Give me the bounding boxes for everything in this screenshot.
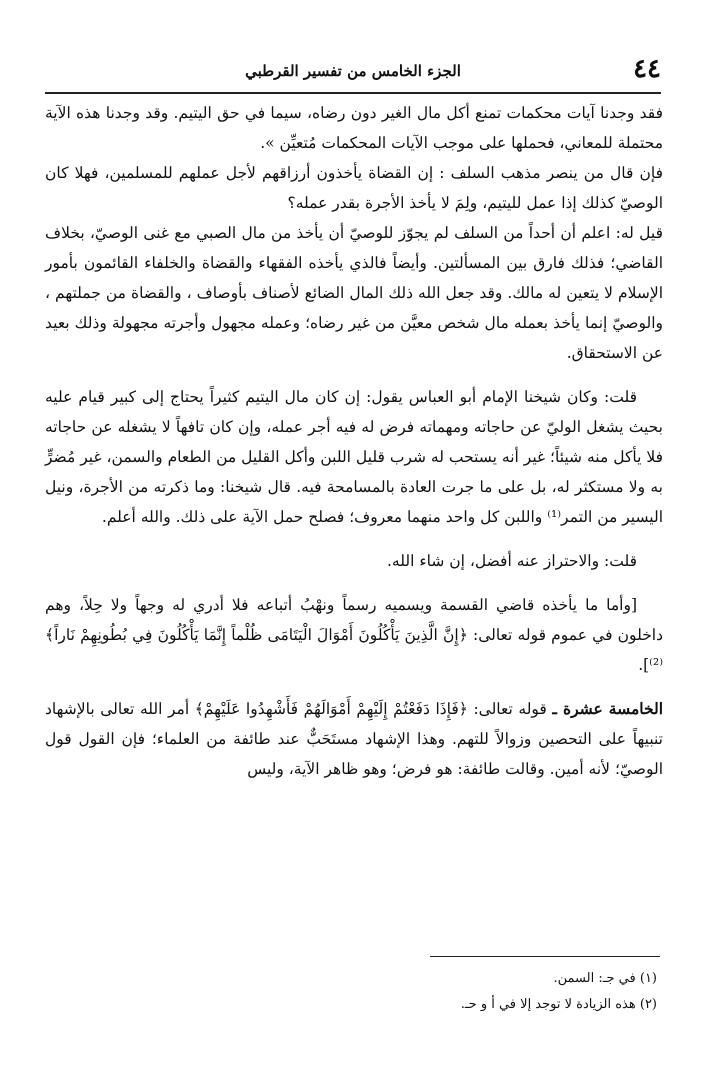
- page-header: [45, 52, 661, 92]
- footnote-1: (١) في جـ: السمن.: [553, 971, 657, 986]
- running-title: الجزء الخامس من تفسير القرطبي: [245, 62, 461, 80]
- footnotes: [45, 966, 657, 1018]
- paragraph-7: [45, 694, 663, 784]
- paragraph-1: فقد وجدنا آيات محكمات تمنع أكل مال الغير دون رضاه، سيما في حق اليتيم. وقد وجدنا هذه الآية محتملة للمعاني، فحملها على موجب الآيات المحكمات مُتعيِّن ».: [45, 104, 663, 152]
- main-text: [45, 98, 663, 784]
- section-heading: الخامسة عشرة ـ: [552, 699, 663, 718]
- paragraph-3: قيل له: اعلم أن أحداً من السلف لم يجوّز للوصيّ أن يأخذ من مال الصبي مع غنى الوصيّ، بخلاف القاضي؛ فذلك فارق بين المسألتين. وأيضاً فالذي يأخذه الفقهاء والقضاة والخلفاء القائمون بأمور الإسلام لا يتعين له مالك. وقد جعل الله ذلك المال الضائع لأصناف بأوصاف ، والقضاة من جملتهم ، والوصيّ إنما يأخذ بعمله مال شخص معيَّن من غير رضاه؛ وعمله مجهول وأجرته مجهولة وذلك بعيد عن الاستحقاق.: [45, 224, 663, 362]
- page-number: ٤٤: [633, 54, 661, 84]
- footnote-2: (٢) هذه الزيادة لا توجد إلا في أ و حـ.: [460, 997, 657, 1012]
- header-divider: [45, 92, 661, 94]
- paragraph-5: قلت: والاحتراز عنه أفضل، إن شاء الله.: [387, 552, 637, 570]
- paragraph-7-text: قوله تعالى: ﴿فَإِذَا دَفَعْتُمْ إِلَيْهِمْ أَمْوَالَهُمْ فَأَشْهِدُوا عَلَيْهِمْ﴾ أمر الله تعالى بالإشهاد تنبيهاً على التحصين وزوالاً للتهم. وهذا الإشهاد مستَحَبٌّ عند طائفة من العلماء؛ فإن القول قول الوصيّ؛ لأنه أمين. وقالت طائفة: هو فرض؛ وهو ظاهر الآية، وليس: [45, 700, 663, 778]
- paragraph-6: [وأما ما يأخذه قاضي القسمة ويسميه رسماً ونهْبُ أتباعه فلا أدري له وجهاً ولا حِلاً، وهم داخلون في عموم قوله تعالى: ﴿إِنَّ الَّذِينَ يَأْكُلُونَ أَمْوَالَ الْيَتَامَى ظُلْماً إِنَّمَا يَأْكُلُونَ فِي بُطُونِهِمْ نَاراً﴾⁽²⁾].: [45, 596, 663, 674]
- footnote-divider: [430, 956, 660, 957]
- paragraph-2: فإن قال من ينصر مذهب السلف : إن القضاة يأخذون أرزاقهم لأجل عملهم للمسلمين، فهلا كان الوصيّ كذلك إذا عمل لليتيم، ولِمَ لا يأخذ الأجرة بقدر عمله؟: [45, 164, 663, 212]
- paragraph-4: قلت: وكان شيخنا الإمام أبو العباس يقول: إن كان مال اليتيم كثيراً يحتاج إلى كبير قيام عليه بحيث يشغل الوليّ عن حاجاته ومهماته فرض له فيه أجر عمله، وإن كان تافهاً لا يشغله عن حاجاته فلا يأكل منه شيئاً؛ غير أنه يستحب له شرب قليل اللبن وأكل القليل من الطعام والسمن، غير مُضرٍّ به ولا مستكثر له، بل على ما جرت العادة بالمسامحة فيه. قال شيخنا: وما ذكرته من الأجرة، ونيل اليسير من التمر⁽¹⁾ واللبن كل واحد منهما معروف؛ فصلح حمل الآية على ذلك. والله أعلم.: [45, 388, 663, 526]
